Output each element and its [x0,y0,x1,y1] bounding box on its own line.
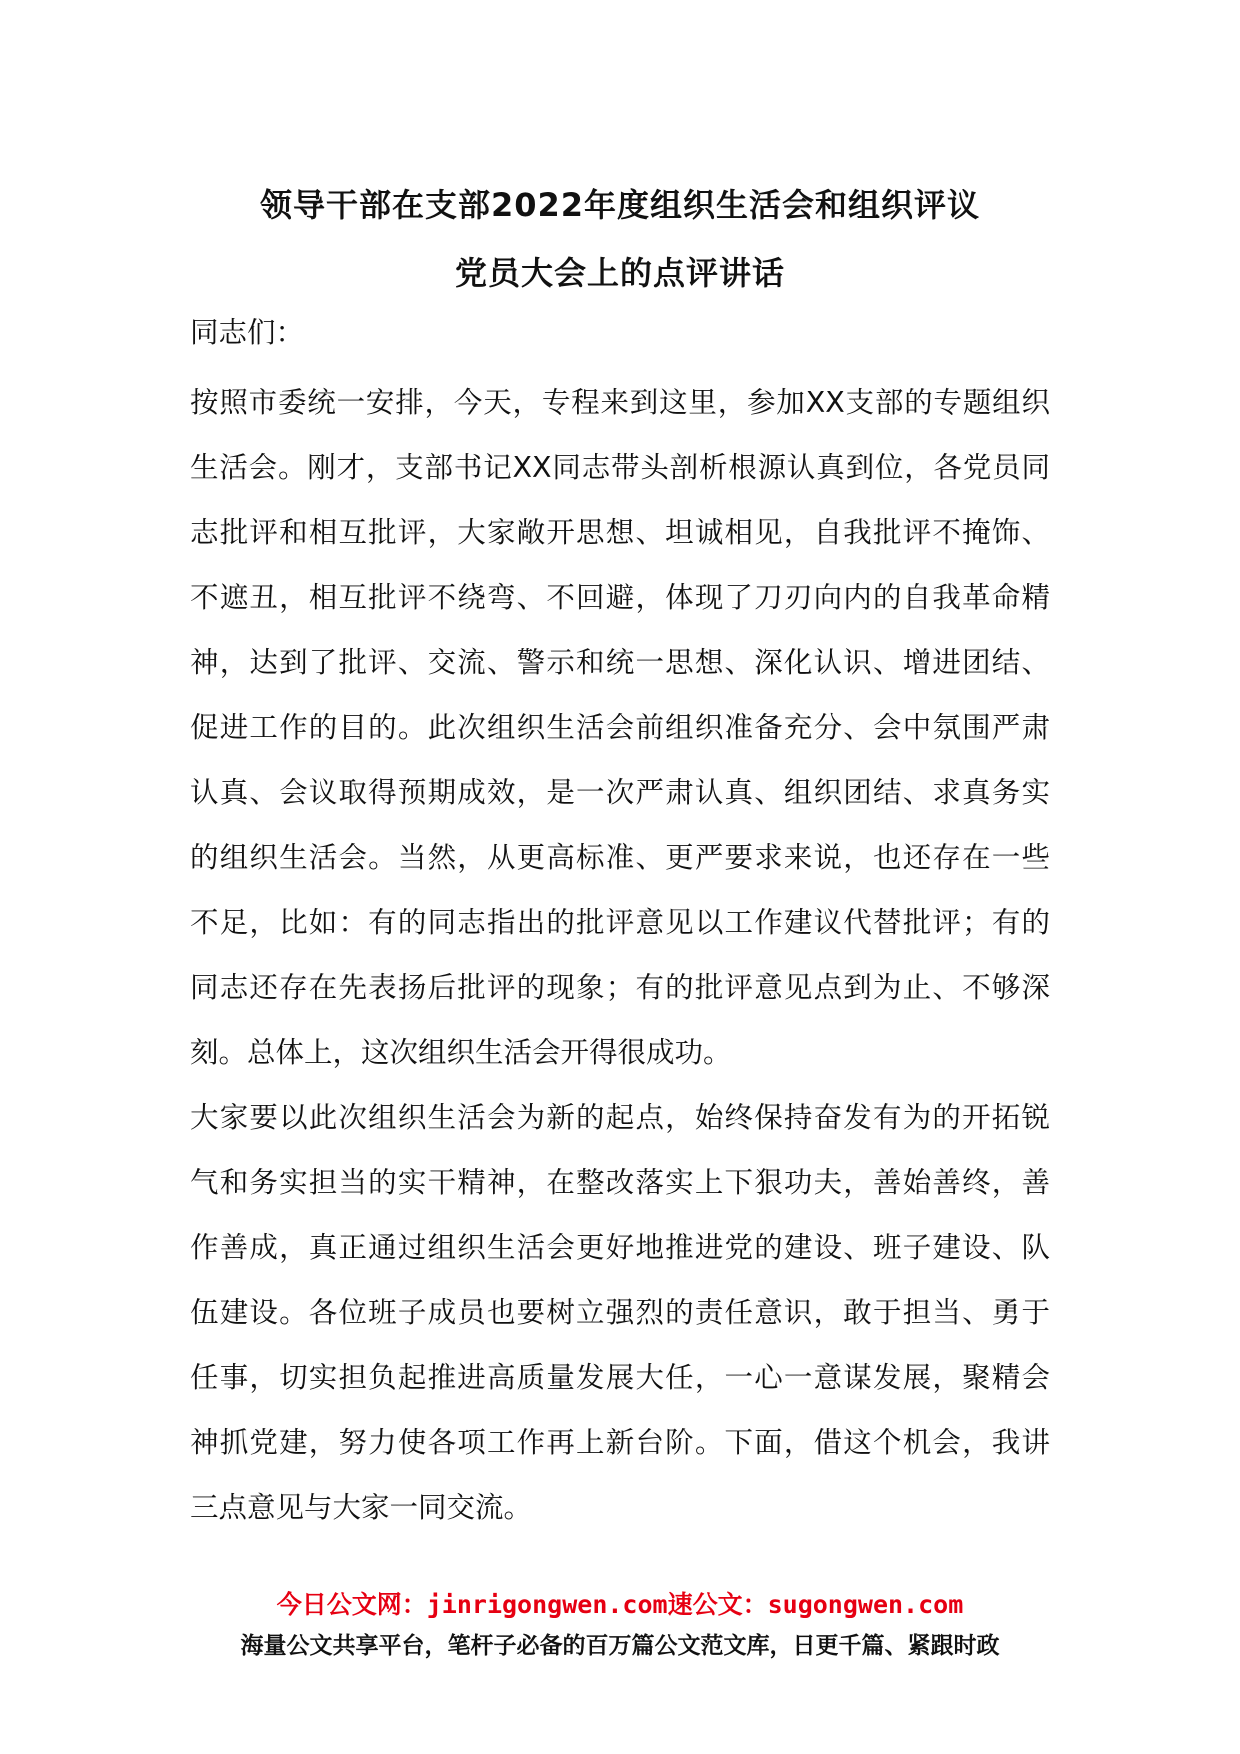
paragraph-2-line: 作善成，真正通过组织生活会更好地推进党的建设、班子建设、队 [190,1231,1050,1264]
paragraph-1-line: 的组织生活会。当然，从更高标准、更严要求来说，也还存在一些 [190,841,1050,874]
paragraph-1-line: 生活会。刚才，支部书记XX同志带头剖析根源认真到位，各党员同 [190,451,1050,484]
paragraph-1 [190,370,1050,1085]
paragraph-1-line: 不足，比如：有的同志指出的批评意见以工作建议代替批评；有的 [190,906,1050,939]
paragraph-2-line: 神抓党建，努力使各项工作再上新台阶。下面，借这个机会，我讲 [190,1426,1050,1459]
document-body [190,300,1050,1540]
paragraph-2 [190,1085,1050,1540]
paragraph-2-line: 任事，切实担负起推进高质量发展大任，一心一意谋发展，聚精会 [190,1361,1050,1394]
paragraph-1-line: 同志还存在先表扬后批评的现象；有的批评意见点到为止、不够深 [190,971,1050,1004]
paragraph-1-line: 按照市委统一安排，今天，专程来到这里，参加XX支部的专题组织 [190,386,1050,419]
site-2-label: 速公文： [667,1590,768,1619]
paragraph-1-line: 促进工作的目的。此次组织生活会前组织准备充分、会中氛围严肃 [190,711,1050,744]
footer-links [0,1585,1240,1621]
paragraph-1-line: 志批评和相互批评，大家敞开思想、坦诚相见，自我批评不掩饰、 [190,516,1050,549]
site-1-link[interactable]: jinrigongwen.com [426,1590,668,1619]
paragraph-2-line: 伍建设。各位班子成员也要树立强烈的责任意识，敢于担当、勇于 [190,1296,1050,1329]
document-title-line-1: 领导干部在支部2022年度组织生活会和组织评议 [259,186,981,224]
site-1-label: 今日公文网： [276,1590,427,1619]
paragraph-2-line: 气和务实担当的实干精神，在整改落实上下狠功夫，善始善终，善 [190,1166,1050,1199]
paragraph-1-line: 神，达到了批评、交流、警示和统一思想、深化认识、增进团结、 [190,646,1050,679]
paragraph-1-line: 认真、会议取得预期成效，是一次严肃认真、组织团结、求真务实 [190,776,1050,809]
site-2-link[interactable]: sugongwen.com [767,1590,964,1619]
paragraph-2-line: 大家要以此次组织生活会为新的起点，始终保持奋发有为的开拓锐 [190,1101,1050,1134]
footer-tagline: 海量公文共享平台，笔杆子必备的百万篇公文范文库，日更千篇、紧跟时政 [240,1633,1000,1659]
paragraph-1-line: 不遮丑，相互批评不绕弯、不回避，体现了刀刃向内的自我革命精 [190,581,1050,614]
salutation: 同志们： [190,316,305,349]
paragraph-1-line: 刻。总体上，这次组织生活会开得很成功。 [190,1036,732,1069]
paragraph-2-line: 三点意见与大家一同交流。 [190,1491,533,1524]
document-title-line-2: 党员大会上的点评讲话 [454,254,785,292]
